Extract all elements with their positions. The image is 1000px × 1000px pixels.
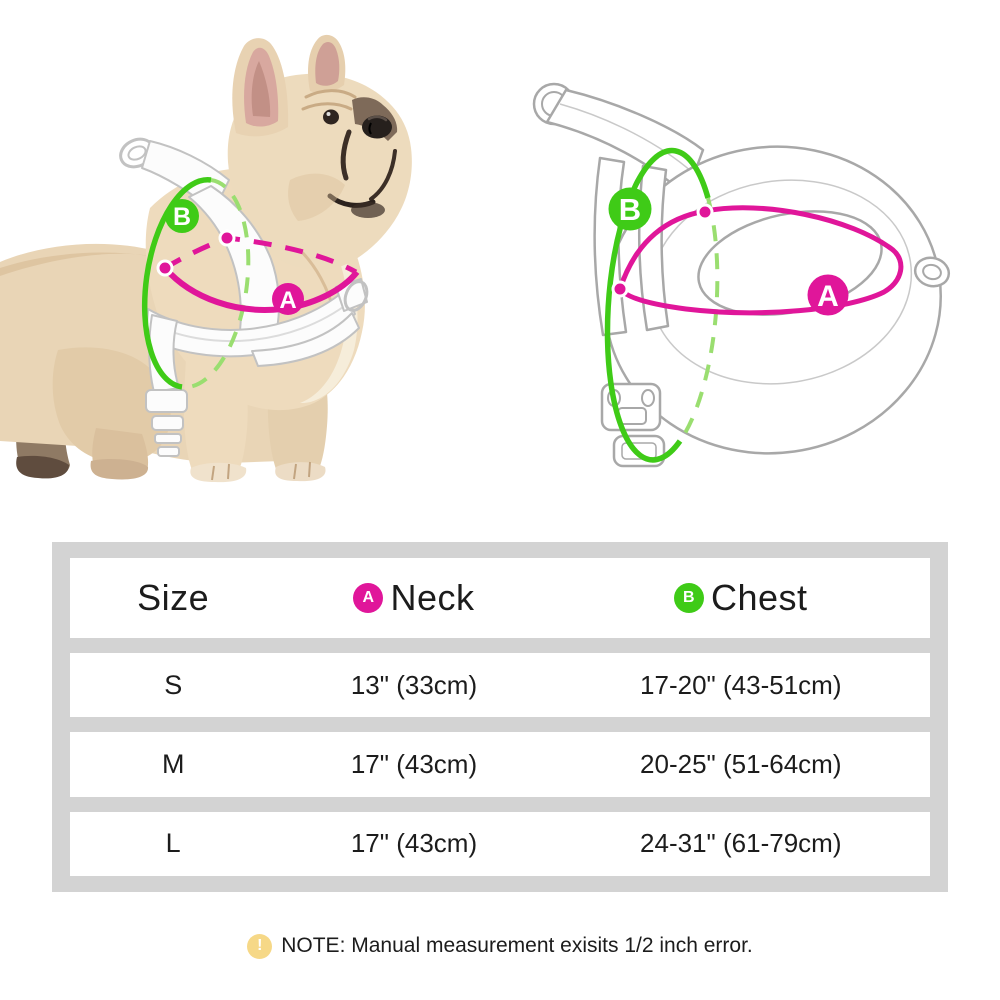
diagram-neck-dot-2 (698, 205, 712, 219)
row-s-chest: 17-20" (43-51cm) (640, 669, 842, 700)
table-row-s (70, 653, 930, 717)
neck-measure-dot-1 (158, 261, 172, 275)
size-table-header-row (70, 558, 930, 638)
harness-buckle-tooth2 (158, 447, 179, 456)
header-chest-label: Chest (711, 577, 808, 618)
dog-nose (362, 116, 392, 139)
note-text: NOTE: Manual measurement exisits 1/2 inch error. (281, 934, 753, 957)
row-l-chest: 24-31" (61-79cm) (640, 828, 842, 859)
harness-buckle-tooth1 (155, 434, 181, 443)
dog-eye-highlight (327, 112, 331, 116)
neck-badge-a: A (353, 583, 383, 613)
row-m-chest: 20-25" (51-64cm) (640, 748, 842, 779)
header-size (70, 577, 276, 619)
badge-a-dog-label: A (279, 287, 297, 314)
header-size-label: Size (137, 577, 210, 618)
row-s-size: S (164, 669, 183, 700)
dog-front-leg-near (184, 355, 248, 481)
row-m-size: M (161, 748, 185, 779)
table-row-l (70, 812, 930, 876)
badge-b-dog-label: B (172, 203, 192, 231)
harness-buckle-top (146, 390, 187, 412)
row-l-size: L (165, 828, 181, 859)
header-neck (276, 577, 551, 619)
row-m-neck: 17" (43cm) (350, 748, 478, 779)
header-neck-label: Neck (390, 577, 475, 618)
dog-eye (323, 110, 339, 125)
badge-a-diagram-label: A (817, 280, 839, 313)
table-row-m (70, 732, 930, 796)
dog-front-paw-near (190, 463, 246, 482)
neck-measure-dot-2 (220, 231, 234, 245)
chest-badge-b: B (674, 583, 704, 613)
header-chest (552, 577, 930, 619)
harness-buckle-mid (152, 416, 183, 430)
harness-diagram (534, 84, 961, 475)
badge-b-diagram-label: B (618, 192, 642, 227)
size-table (52, 542, 948, 892)
measurement-note (0, 924, 1000, 968)
row-s-neck: 13" (33cm) (350, 669, 478, 700)
dog-illustration (0, 35, 412, 482)
dog-front-paw-far (275, 462, 325, 481)
diagram-neck-dot-1 (613, 282, 627, 296)
exclamation-icon: ! (247, 934, 272, 959)
row-l-neck: 17" (43cm) (350, 828, 478, 859)
dog-chin-patch (351, 202, 385, 218)
